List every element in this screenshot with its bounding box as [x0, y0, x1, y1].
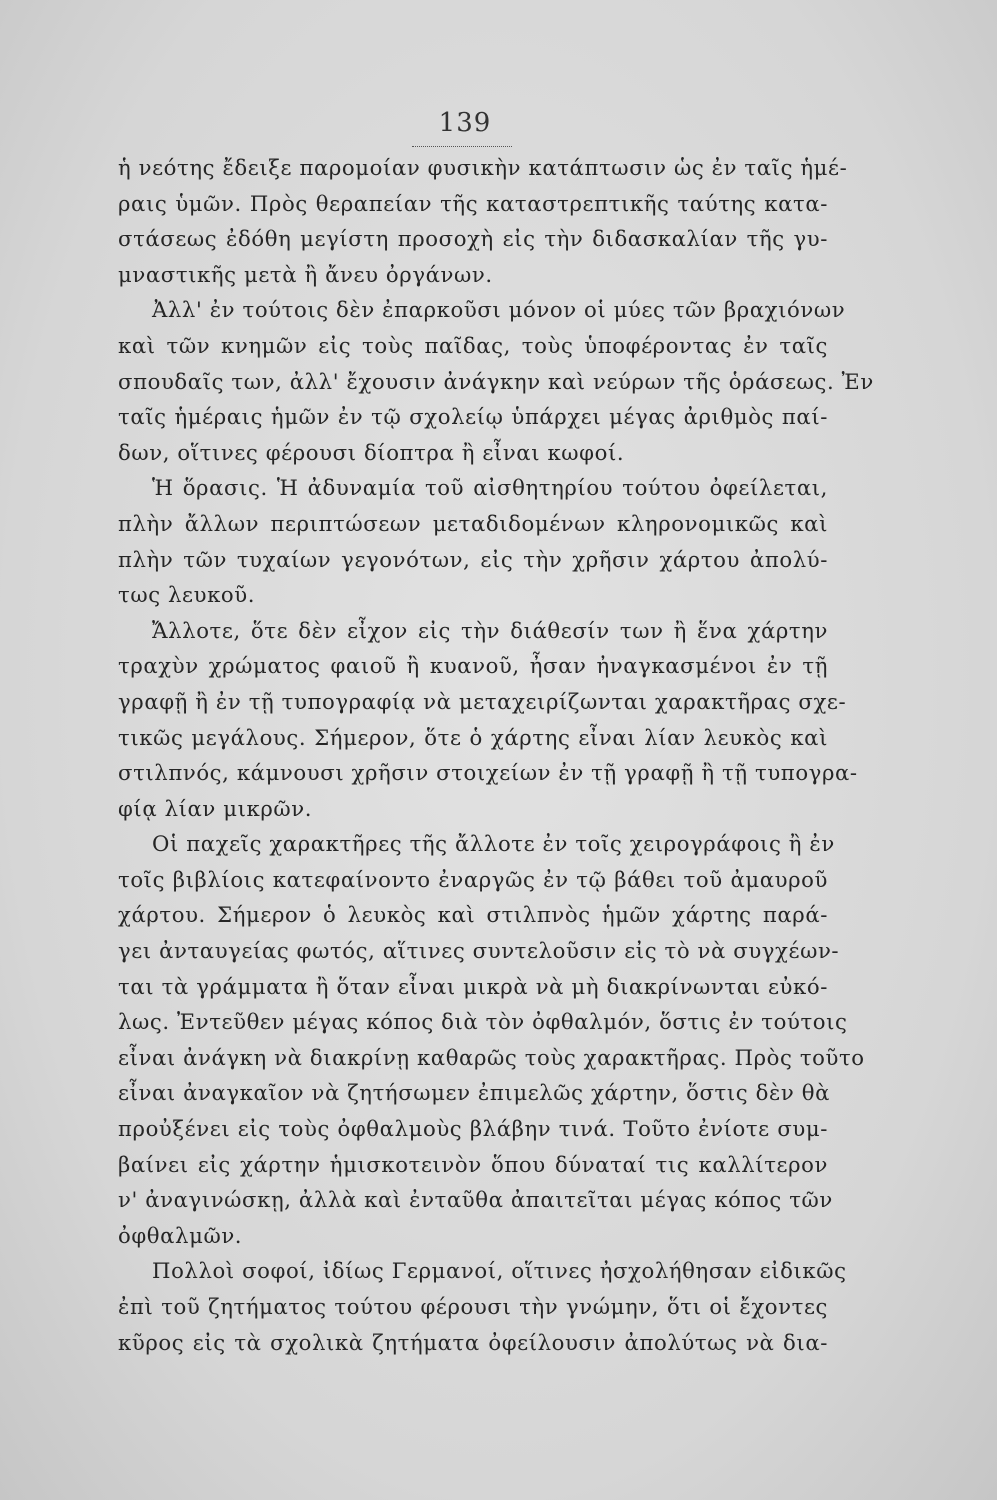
- text-line: Ἄλλοτε, ὅτε δὲν εἶχον εἰς τὴν διάθεσίν των ἢ ἕνα χάρτην: [152, 617, 828, 643]
- text-line: γει ἀνταυγείας φωτός, αἵτινες συντελοῦσιν εἰς τὸ νὰ συγχέων-: [118, 938, 840, 964]
- text-line: ἐπὶ τοῦ ζητήματος τούτου φέρουσι τὴν γνώμην, ὅτι οἱ ἔχοντες: [118, 1294, 828, 1319]
- page-number: 139: [438, 108, 492, 138]
- text-line: εἶναι ἀνάγκη νὰ διακρίνῃ καθαρῶς τοὺς χαρακτῆρας. Πρὸς τοῦτο: [118, 1044, 865, 1070]
- text-line: Οἱ παχεῖς χαρακτῆρες τῆς ἄλλοτε ἐν τοῖς χειρογράφοις ἢ ἐν: [152, 831, 835, 857]
- body-text: [118, 150, 874, 1360]
- text-line: χάρτου. Σήμερον ὁ λευκὸς καὶ στιλπνὸς ἡμῶν χάρτης παρά-: [118, 902, 828, 928]
- text-line: ται τὰ γράμματα ἢ ὅταν εἶναι μικρὰ νὰ μὴ διακρίνωνται εὐκό-: [118, 973, 828, 999]
- text-line: λως. Ἐντεῦθεν μέγας κόπος διὰ τὸν ὀφθαλμόν, ὅστις ἐν τούτοις: [118, 1009, 848, 1035]
- text-line: τικῶς μεγάλους. Σήμερον, ὅτε ὁ χάρτης εἶναι λίαν λευκὸς καὶ: [118, 724, 828, 750]
- text-line: τραχὺν χρώματος φαιοῦ ἢ κυανοῦ, ἦσαν ἠναγκασμένοι ἐν τῇ: [118, 653, 828, 679]
- text-line: ραις ὑμῶν. Πρὸς θεραπείαν τῆς καταστρεπτικῆς ταύτης κατα-: [118, 190, 828, 216]
- text-line: κῦρος εἰς τὰ σχολικὰ ζητήματα ὀφείλουσιν ἀπολύτως νὰ δια-: [118, 1329, 828, 1355]
- text-line: Ἀλλ' ἐν τούτοις δὲν ἐπαρκοῦσι μόνον οἱ μύες τῶν βραχιόνων: [152, 297, 846, 323]
- text-line: καὶ τῶν κνημῶν εἰς τοὺς παῖδας, τοὺς ὑποφέροντας ἐν ταῖς: [118, 332, 828, 358]
- text-line: μναστικῆς μετὰ ἢ ἄνευ ὀργάνων.: [118, 261, 493, 287]
- text-line: ὀφθαλμῶν.: [118, 1222, 243, 1248]
- text-line: γραφῇ ἢ ἐν τῇ τυπογραφίᾳ νὰ μεταχειρίζωνται χαρακτῆρας σχε-: [118, 688, 847, 714]
- text-line: Πολλοὶ σοφοί, ἰδίως Γερμανοί, οἵτινες ἠσχολήθησαν εἰδικῶς: [152, 1258, 847, 1284]
- text-line: ν' ἀναγινώσκῃ, ἀλλὰ καὶ ἐνταῦθα ἀπαιτεῖται μέγας κόπος τῶν: [118, 1187, 833, 1213]
- text-line: στιλπνός, κάμνουσι χρῆσιν στοιχείων ἐν τῇ γραφῇ ἢ τῇ τυπογρα-: [118, 760, 858, 786]
- text-line: τοῖς βιβλίοις κατεφαίνοντο ἐναργῶς ἐν τῷ βάθει τοῦ ἀμαυροῦ: [118, 866, 828, 892]
- text-line: πλὴν ἄλλων περιπτώσεων μεταδιδομένων κληρονομικῶς καὶ: [118, 510, 828, 536]
- text-line: στάσεως ἐδόθη μεγίστη προσοχὴ εἰς τὴν διδασκαλίαν τῆς γυ-: [118, 226, 828, 252]
- text-line: ἡ νεότης ἔδειξε παρομοίαν φυσικὴν κατάπτωσιν ὡς ἐν ταῖς ἡμέ-: [118, 155, 848, 180]
- text-line: τως λευκοῦ.: [118, 582, 256, 608]
- text-line: φίᾳ λίαν μικρῶν.: [118, 795, 313, 821]
- text-line: προὐξένει εἰς τοὺς ὀφθαλμοὺς βλάβην τινά. Τοῦτο ἐνίοτε συμ-: [118, 1116, 828, 1142]
- header-rule: [412, 146, 512, 147]
- text-line: βαίνει εἰς χάρτην ἡμισκοτεινὸν ὅπου δύναταί τις καλλίτερον: [118, 1151, 828, 1177]
- text-line: σπουδαῖς των, ἀλλ' ἔχουσιν ἀνάγκην καὶ νεύρων τῆς ὁράσεως. Ἐν: [118, 368, 874, 394]
- text-line: πλὴν τῶν τυχαίων γεγονότων, εἰς τὴν χρῆσιν χάρτου ἀπολύ-: [118, 546, 828, 572]
- text-line: Ἡ ὅρασις. Ἡ ἀδυναμία τοῦ αἰσθητηρίου τούτου ὀφείλεται,: [152, 475, 828, 501]
- text-line: δων, οἵτινες φέρουσι δίοπτρα ἢ εἶναι κωφοί.: [118, 439, 625, 465]
- text-line: εἶναι ἀναγκαῖον νὰ ζητήσωμεν ἐπιμελῶς χάρτην, ὅστις δὲν θὰ: [118, 1080, 830, 1106]
- text-line: ταῖς ἡμέραις ἡμῶν ἐν τῷ σχολείῳ ὑπάρχει μέγας ἀριθμὸς παί-: [118, 404, 828, 430]
